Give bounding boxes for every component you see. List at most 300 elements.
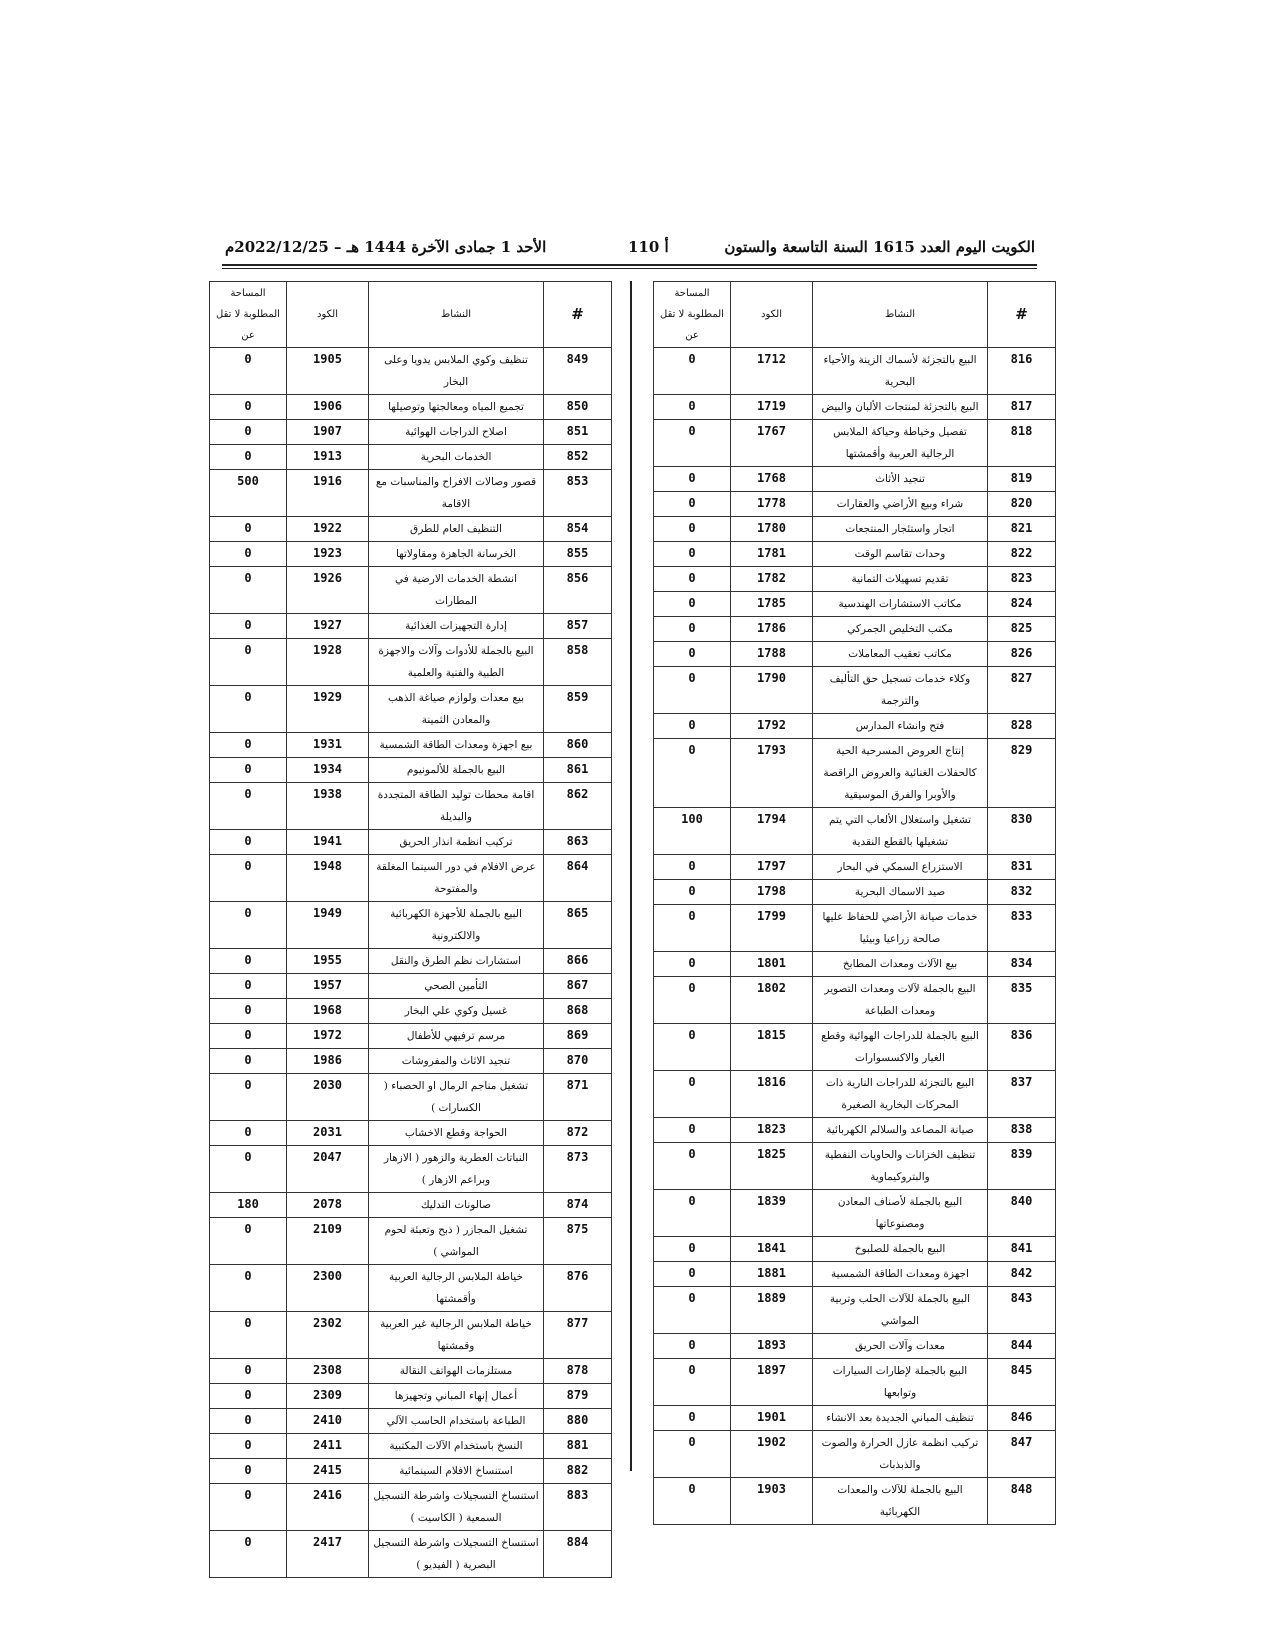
table-row [654, 714, 1056, 739]
row-activity: وحدات تقاسم الوقت [813, 542, 988, 567]
table-row [210, 517, 612, 542]
row-code: 2030 [287, 1074, 369, 1121]
row-activity: النسخ باستخدام الآلات المكتبية [369, 1434, 544, 1459]
table-row [654, 1406, 1056, 1431]
row-code: 1913 [287, 445, 369, 470]
row-area: 0 [210, 758, 287, 783]
row-activity: البيع بالجملة للأدوات وآلات والاجهزة الطبية والفنية والعلمية [369, 639, 544, 686]
table-row [210, 542, 612, 567]
row-code: 1782 [731, 567, 813, 592]
row-activity: اقامة محطات توليد الطاقة المتجددة والبديلة [369, 783, 544, 830]
row-code: 1797 [731, 855, 813, 880]
row-area: 0 [210, 1459, 287, 1484]
row-activity: استشارات نظم الطرق والنقل [369, 949, 544, 974]
row-area: 0 [654, 1071, 731, 1118]
row-number: 876 [544, 1265, 612, 1312]
row-number: 821 [988, 517, 1056, 542]
row-number: 847 [988, 1431, 1056, 1478]
row-code: 1816 [731, 1071, 813, 1118]
row-number: 836 [988, 1024, 1056, 1071]
row-area: 0 [210, 733, 287, 758]
row-area: 0 [654, 667, 731, 714]
activities-table-right [653, 281, 1056, 1525]
row-code: 1957 [287, 974, 369, 999]
row-activity: اصلاح الدراجات الهوائية [369, 420, 544, 445]
row-number: 819 [988, 467, 1056, 492]
row-code: 2417 [287, 1531, 369, 1578]
row-code: 1778 [731, 492, 813, 517]
row-activity: تنظيف المباني الجديدة بعد الانشاء [813, 1406, 988, 1431]
table-row [210, 639, 612, 686]
table-row [210, 830, 612, 855]
row-code: 1799 [731, 905, 813, 952]
table-row [654, 1143, 1056, 1190]
row-code: 2109 [287, 1218, 369, 1265]
row-code: 1780 [731, 517, 813, 542]
header-area: المساحة المطلوبة لا تقل عن [654, 282, 731, 348]
row-area: 0 [210, 639, 287, 686]
row-number: 861 [544, 758, 612, 783]
row-code: 1790 [731, 667, 813, 714]
row-activity: وكلاء خدمات تسجيل حق التأليف والترجمة [813, 667, 988, 714]
row-code: 1823 [731, 1118, 813, 1143]
row-activity: البيع بالجملة للصلبوخ [813, 1237, 988, 1262]
table-row [210, 999, 612, 1024]
table-row [654, 1359, 1056, 1406]
row-number: 826 [988, 642, 1056, 667]
row-code: 2078 [287, 1193, 369, 1218]
row-activity: استنساخ التسجيلات واشرطة التسجيل السمعية ( الكاسيت ) [369, 1484, 544, 1531]
row-area: 0 [654, 348, 731, 395]
row-number: 851 [544, 420, 612, 445]
row-number: 848 [988, 1478, 1056, 1525]
row-area: 0 [210, 567, 287, 614]
row-area: 0 [210, 1121, 287, 1146]
header-code: الكود [731, 282, 813, 348]
row-number: 880 [544, 1409, 612, 1434]
row-area: 0 [654, 880, 731, 905]
row-activity: خياطة الملابس الرجالية العربية وأقمشتها [369, 1265, 544, 1312]
row-number: 859 [544, 686, 612, 733]
row-number: 872 [544, 1121, 612, 1146]
row-code: 1786 [731, 617, 813, 642]
row-activity: التنظيف العام للطرق [369, 517, 544, 542]
table-row [210, 395, 612, 420]
row-area: 0 [210, 1218, 287, 1265]
table-row [654, 1287, 1056, 1334]
row-area: 0 [654, 517, 731, 542]
row-activity: الاستزراع السمكي في البحار [813, 855, 988, 880]
header-area: المساحة المطلوبة لا تقل عن [210, 282, 287, 348]
row-code: 1948 [287, 855, 369, 902]
row-activity: تنظيف الخزانات والحاويات النفطية والبتروكيماوية [813, 1143, 988, 1190]
table-row [654, 1024, 1056, 1071]
row-area: 0 [654, 567, 731, 592]
table-row [654, 1071, 1056, 1118]
row-number: 870 [544, 1049, 612, 1074]
row-activity: الطباعة باستخدام الحاسب الآلي [369, 1409, 544, 1434]
row-code: 1781 [731, 542, 813, 567]
table-row [210, 1531, 612, 1578]
row-code: 1902 [731, 1431, 813, 1478]
row-number: 868 [544, 999, 612, 1024]
row-activity: استنساخ الافلام السينمائية [369, 1459, 544, 1484]
row-number: 860 [544, 733, 612, 758]
row-activity: البيع بالجملة للدراجات الهوائية وقطع الغيار والاكسسوارات [813, 1024, 988, 1071]
row-number: 856 [544, 567, 612, 614]
table-row [654, 808, 1056, 855]
table-row [210, 758, 612, 783]
table-row [210, 1024, 612, 1049]
table-row [654, 1478, 1056, 1525]
row-activity: تركيب انظمة انذار الحريق [369, 830, 544, 855]
row-number: 824 [988, 592, 1056, 617]
row-activity: بيع معدات ولوازم صياغة الذهب والمعادن الثمينة [369, 686, 544, 733]
row-area: 0 [210, 686, 287, 733]
table-row [210, 783, 612, 830]
row-activity: البيع بالتجزئة لأسماك الزينة والأحياء البحرية [813, 348, 988, 395]
row-area: 0 [654, 1334, 731, 1359]
row-activity: مستلزمات الهواتف النقالة [369, 1359, 544, 1384]
row-area: 0 [210, 974, 287, 999]
row-area: 0 [210, 1074, 287, 1121]
table-row [654, 517, 1056, 542]
row-area: 0 [210, 1531, 287, 1578]
row-number: 845 [988, 1359, 1056, 1406]
row-area: 0 [654, 467, 731, 492]
row-number: 881 [544, 1434, 612, 1459]
table-row [210, 733, 612, 758]
row-activity: اجهزة ومعدات الطاقة الشمسية [813, 1262, 988, 1287]
row-activity: خياطة الملابس الرجالية غير العربية وقمشتها [369, 1312, 544, 1359]
row-activity: غسيل وكوي علي البخار [369, 999, 544, 1024]
row-code: 1907 [287, 420, 369, 445]
row-activity: تنجيد الأثاث [813, 467, 988, 492]
row-code: 1986 [287, 1049, 369, 1074]
row-code: 2415 [287, 1459, 369, 1484]
row-activity: البيع بالجملة للأجهزة الكهربائية والالكترونية [369, 902, 544, 949]
row-area: 0 [654, 1024, 731, 1071]
row-number: 829 [988, 739, 1056, 808]
header-number: # [988, 282, 1056, 348]
table-row [210, 1146, 612, 1193]
row-code: 2302 [287, 1312, 369, 1359]
row-number: 834 [988, 952, 1056, 977]
row-number: 846 [988, 1406, 1056, 1431]
row-code: 1938 [287, 783, 369, 830]
row-code: 1798 [731, 880, 813, 905]
table-body-left [210, 348, 612, 1578]
row-area: 0 [654, 420, 731, 467]
row-number: 865 [544, 902, 612, 949]
activities-table-left [209, 281, 612, 1578]
row-area: 0 [654, 977, 731, 1024]
row-code: 1719 [731, 395, 813, 420]
row-area: 0 [210, 614, 287, 639]
row-activity: التأمين الصحي [369, 974, 544, 999]
row-number: 879 [544, 1384, 612, 1409]
table-row [654, 1237, 1056, 1262]
row-code: 1922 [287, 517, 369, 542]
row-activity: النباتات العطرية والزهور ( الازهار وبراعم الازهار ) [369, 1146, 544, 1193]
row-area: 0 [654, 855, 731, 880]
row-area: 0 [210, 517, 287, 542]
row-code: 1802 [731, 977, 813, 1024]
row-code: 2047 [287, 1146, 369, 1193]
row-area: 0 [210, 902, 287, 949]
row-number: 863 [544, 830, 612, 855]
row-area: 0 [210, 348, 287, 395]
row-number: 873 [544, 1146, 612, 1193]
table-row [654, 617, 1056, 642]
table-row [210, 1459, 612, 1484]
table-row [654, 855, 1056, 880]
row-area: 0 [210, 1312, 287, 1359]
row-code: 1801 [731, 952, 813, 977]
row-code: 2309 [287, 1384, 369, 1409]
row-number: 825 [988, 617, 1056, 642]
table-row [210, 1312, 612, 1359]
row-area: 0 [654, 952, 731, 977]
table-row [210, 855, 612, 902]
row-activity: تشغيل المجازر ( ذبح وتعبئة لحوم المواشي ) [369, 1218, 544, 1265]
row-number: 874 [544, 1193, 612, 1218]
table-body-right [654, 348, 1056, 1525]
header-issue: الكويت اليوم العدد 1615 السنة التاسعة والستون [724, 238, 1035, 256]
table-row [210, 1484, 612, 1531]
row-number: 843 [988, 1287, 1056, 1334]
table-row [210, 1359, 612, 1384]
row-code: 2031 [287, 1121, 369, 1146]
table-row [210, 1193, 612, 1218]
header-activity: النشاط [813, 282, 988, 348]
row-number: 878 [544, 1359, 612, 1384]
row-activity: خدمات صيانة الأراضي للحفاظ عليها صالحة زراعيا وبيئيا [813, 905, 988, 952]
table-row [654, 348, 1056, 395]
row-activity: تشغيل مناجم الرمال او الحصباء ( الكسارات ) [369, 1074, 544, 1121]
table-row [654, 592, 1056, 617]
header-code: الكود [287, 282, 369, 348]
table-row [654, 667, 1056, 714]
row-area: 0 [210, 1359, 287, 1384]
row-code: 1712 [731, 348, 813, 395]
row-area: 0 [654, 642, 731, 667]
row-activity: اتجار واستئجار المنتجعات [813, 517, 988, 542]
row-code: 2410 [287, 1409, 369, 1434]
row-area: 0 [210, 949, 287, 974]
row-code: 2411 [287, 1434, 369, 1459]
row-code: 1949 [287, 902, 369, 949]
row-code: 1881 [731, 1262, 813, 1287]
row-area: 0 [210, 999, 287, 1024]
row-activity: البيع بالجملة للآلات الحلب وتربية المواشي [813, 1287, 988, 1334]
row-area: 0 [210, 1049, 287, 1074]
row-number: 875 [544, 1218, 612, 1265]
row-code: 1839 [731, 1190, 813, 1237]
row-number: 839 [988, 1143, 1056, 1190]
row-activity: تجميع المياه ومعالجتها وتوصيلها [369, 395, 544, 420]
row-area: 0 [210, 420, 287, 445]
table-header-row [210, 282, 612, 348]
row-code: 1928 [287, 639, 369, 686]
row-number: 884 [544, 1531, 612, 1578]
row-activity: مرسم ترفيهي للأطفال [369, 1024, 544, 1049]
row-number: 837 [988, 1071, 1056, 1118]
column-separator [630, 281, 632, 1471]
row-code: 1901 [731, 1406, 813, 1431]
row-area: 0 [654, 1431, 731, 1478]
row-area: 0 [654, 1118, 731, 1143]
row-code: 1972 [287, 1024, 369, 1049]
row-code: 1923 [287, 542, 369, 567]
row-code: 1785 [731, 592, 813, 617]
row-activity: الحواجة وقطع الاخشاب [369, 1121, 544, 1146]
row-number: 820 [988, 492, 1056, 517]
row-code: 1825 [731, 1143, 813, 1190]
header-rule [222, 264, 1037, 266]
row-number: 830 [988, 808, 1056, 855]
header-activity: النشاط [369, 282, 544, 348]
row-area: 0 [654, 492, 731, 517]
table-row [210, 902, 612, 949]
table-row [654, 395, 1056, 420]
row-number: 869 [544, 1024, 612, 1049]
row-area: 100 [654, 808, 731, 855]
row-code: 1893 [731, 1334, 813, 1359]
row-area: 0 [210, 1409, 287, 1434]
row-activity: قصور وصالات الافراح والمناسبات مع الاقامة [369, 470, 544, 517]
table-row [654, 542, 1056, 567]
row-activity: بيع اجهزة ومعدات الطاقة الشمسية [369, 733, 544, 758]
table-row [210, 1384, 612, 1409]
row-number: 828 [988, 714, 1056, 739]
row-activity: البيع بالجملة للألمونيوم [369, 758, 544, 783]
row-area: 0 [654, 542, 731, 567]
row-area: 0 [210, 395, 287, 420]
row-area: 0 [654, 592, 731, 617]
table-row [210, 445, 612, 470]
table-row [654, 1118, 1056, 1143]
row-number: 816 [988, 348, 1056, 395]
table-row [654, 977, 1056, 1024]
row-activity: البيع بالتجزئة للدراجات النارية ذات المحركات البخارية الصغيرة [813, 1071, 988, 1118]
row-number: 842 [988, 1262, 1056, 1287]
row-number: 877 [544, 1312, 612, 1359]
row-area: 0 [210, 1024, 287, 1049]
row-area: 0 [210, 1265, 287, 1312]
row-number: 835 [988, 977, 1056, 1024]
row-number: 838 [988, 1118, 1056, 1143]
row-number: 832 [988, 880, 1056, 905]
table-row [654, 1262, 1056, 1287]
row-activity: البيع بالجملة لإطارات السيارات وتوابعها [813, 1359, 988, 1406]
row-code: 1929 [287, 686, 369, 733]
row-activity: البيع بالجملة لآلات ومعدات التصوير ومعدات الطباعة [813, 977, 988, 1024]
row-code: 1927 [287, 614, 369, 639]
table-row [654, 642, 1056, 667]
row-activity: صالونات التدليك [369, 1193, 544, 1218]
row-number: 823 [988, 567, 1056, 592]
row-number: 866 [544, 949, 612, 974]
row-activity: انشطة الخدمات الارضية في المطارات [369, 567, 544, 614]
row-activity: تنظيف وكوي الملابس يدويا وعلى البخار [369, 348, 544, 395]
table-row [210, 348, 612, 395]
table-row [210, 1409, 612, 1434]
header-page-number: أ 110 [628, 238, 669, 256]
row-activity: استنساخ التسجيلات واشرطة التسجيل البصرية ( الفيديو ) [369, 1531, 544, 1578]
table-row [210, 614, 612, 639]
table-header-row [654, 282, 1056, 348]
table-row [210, 420, 612, 445]
table-row [210, 974, 612, 999]
row-area: 0 [210, 1146, 287, 1193]
row-code: 2416 [287, 1484, 369, 1531]
row-number: 871 [544, 1074, 612, 1121]
row-area: 500 [210, 470, 287, 517]
row-area: 0 [210, 1484, 287, 1531]
table-row [654, 880, 1056, 905]
row-number: 852 [544, 445, 612, 470]
row-code: 2300 [287, 1265, 369, 1312]
row-area: 0 [654, 617, 731, 642]
table-row [210, 1121, 612, 1146]
row-activity: إدارة التجهيزات الغذائية [369, 614, 544, 639]
table-row [654, 1431, 1056, 1478]
row-code: 2308 [287, 1359, 369, 1384]
table-row [654, 952, 1056, 977]
row-number: 867 [544, 974, 612, 999]
row-area: 0 [654, 395, 731, 420]
row-code: 1941 [287, 830, 369, 855]
row-activity: بيع الآلات ومعدات المطابخ [813, 952, 988, 977]
row-code: 1903 [731, 1478, 813, 1525]
row-activity: البيع بالجملة للآلات والمعدات الكهربائية [813, 1478, 988, 1525]
table-row [654, 420, 1056, 467]
row-area: 0 [654, 1406, 731, 1431]
table-row [654, 1190, 1056, 1237]
row-activity: مكاتب الاستشارات الهندسية [813, 592, 988, 617]
row-code: 1767 [731, 420, 813, 467]
row-number: 818 [988, 420, 1056, 467]
row-area: 0 [654, 1359, 731, 1406]
row-activity: البيع بالتجزئة لمنتجات الألبان والبيض [813, 395, 988, 420]
row-area: 0 [654, 1287, 731, 1334]
row-code: 1926 [287, 567, 369, 614]
table-row [654, 739, 1056, 808]
row-activity: صيد الاسماك البحرية [813, 880, 988, 905]
header-date: الأحد 1 جمادى الآخرة 1444 هـ – 2022/12/25م [225, 238, 547, 256]
row-number: 849 [544, 348, 612, 395]
row-activity: الخدمات البحرية [369, 445, 544, 470]
row-number: 853 [544, 470, 612, 517]
row-area: 0 [210, 783, 287, 830]
row-code: 1955 [287, 949, 369, 974]
table-row [654, 492, 1056, 517]
row-area: 0 [654, 714, 731, 739]
row-number: 831 [988, 855, 1056, 880]
row-code: 1934 [287, 758, 369, 783]
row-area: 180 [210, 1193, 287, 1218]
table-row [210, 1434, 612, 1459]
row-number: 855 [544, 542, 612, 567]
row-activity: تقديم تسهيلات التمانية [813, 567, 988, 592]
row-code: 1931 [287, 733, 369, 758]
row-activity: البيع بالجملة لأصناف المعادن ومصنوعاتها [813, 1190, 988, 1237]
row-activity: مكتب التخليص الجمركي [813, 617, 988, 642]
row-activity: إنتاج العروض المسرحية الحية كالحفلات الغنائية والعروض الراقصة والأوبرا والفرق الموسيقية [813, 739, 988, 808]
row-number: 850 [544, 395, 612, 420]
row-area: 0 [654, 1190, 731, 1237]
